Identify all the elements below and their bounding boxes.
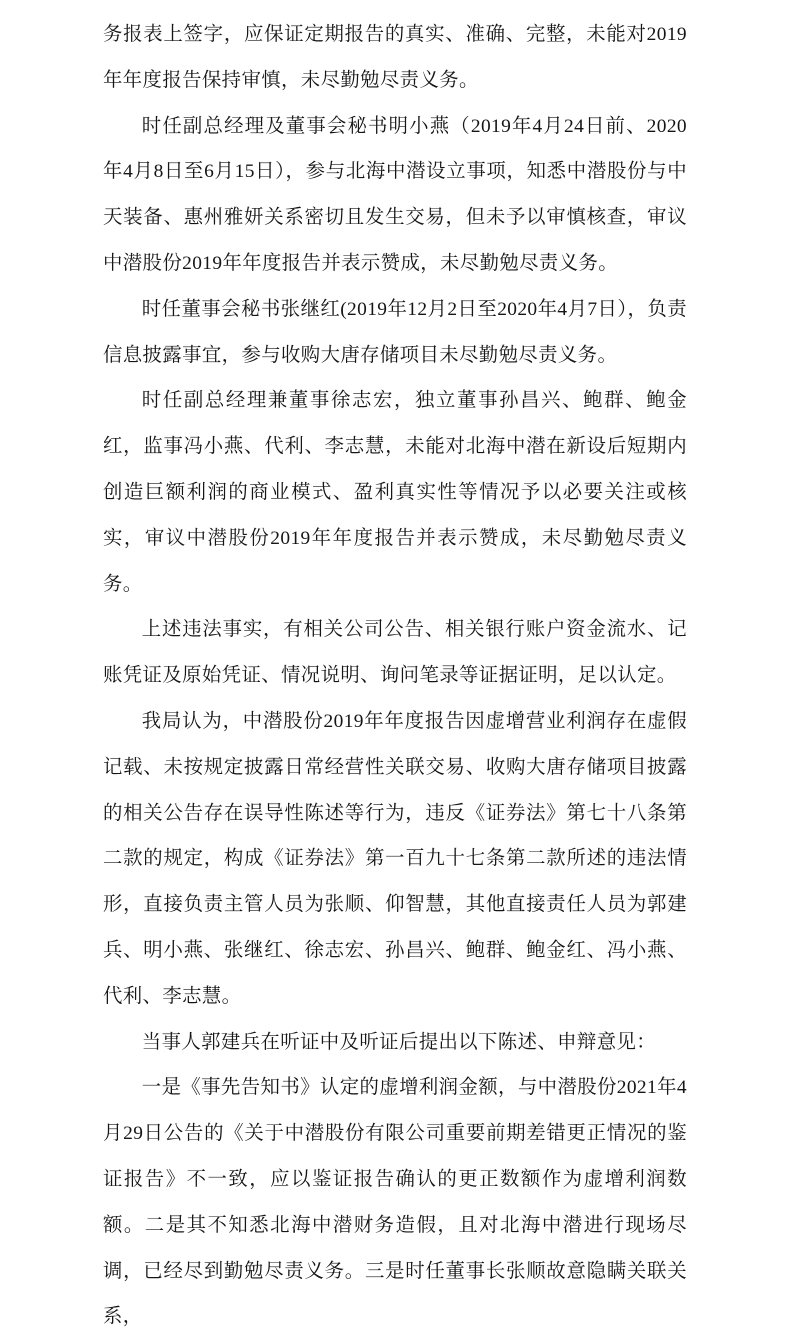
document-body [103, 12, 687, 1340]
paragraph-zhang-jihong: 时任董事会秘书张继红(2019年12月2日至2020年4月7日），负责信息披露事宜，参与收购大唐存储项目未尽勤勉尽责义务。 [103, 298, 687, 366]
paragraph-xu-zhihong-and-others: 时任副总经理兼董事徐志宏，独立董事孙昌兴、鲍群、鲍金红，监事冯小燕、代利、李志慧，未能对北海中潜在新设后短期内创造巨额利润的商业模式、盈利真实性等情况予以必要关注或核实，审议中潜股份2019年年度报告并表示赞成，未尽勤勉尽责义务。 [103, 390, 687, 595]
paragraph-evidence: 上述违法事实，有相关公司公告、相关银行账户资金流水、记账凭证及原始凭证、情况说明、询问笔录等证据证明，足以认定。 [103, 619, 687, 687]
paragraph-bureau-finding: 我局认为，中潜股份2019年年度报告因虚增营业利润存在虚假记载、未按规定披露日常经营性关联交易、收购大唐存储项目披露的相关公告存在误导性陈述等行为，违反《证券法》第七十八条第二款的规定，构成《证券法》第一百九十七条第二款所述的违法情形，直接负责主管人员为张顺、仰智慧，其他直接责任人员为郭建兵、明小燕、张继红、徐志宏、孙昌兴、鲍群、鲍金红、冯小燕、代利、李志慧。 [103, 710, 687, 1007]
paragraph-guo-jianbing-statement-intro: 当事人郭建兵在听证中及听证后提出以下陈述、申辩意见： [141, 1031, 657, 1053]
paragraph-ming-xiaoyan: 时任副总经理及董事会秘书明小燕（2019年4月24日前、2020年4月8日至6月15日），参与北海中潜设立事项，知悉中潜股份与中天装备、惠州雅妍关系密切且发生交易，但未予以审慎核查，审议中潜股份2019年年度报告并表示赞成，未尽勤勉尽责义务。 [103, 115, 687, 274]
paragraph-signature-duty: 务报表上签字，应保证定期报告的真实、准确、完整，未能对2019年年度报告保持审慎，未尽勤勉尽责义务。 [103, 24, 687, 91]
paragraph-guo-jianbing-defense: 一是《事先告知书》认定的虚增利润金额，与中潜股份2021年4月29日公告的《关于中潜股份有限公司重要前期差错更正情况的鉴证报告》不一致，应以鉴证报告确认的更正数额作为虚增利润数额。二是其不知悉北海中潜财务造假，且对北海中潜进行现场尽调，已经尽到勤勉尽责义务。三是时任董事长张顺故意隐瞒关联关系， [103, 1077, 687, 1328]
